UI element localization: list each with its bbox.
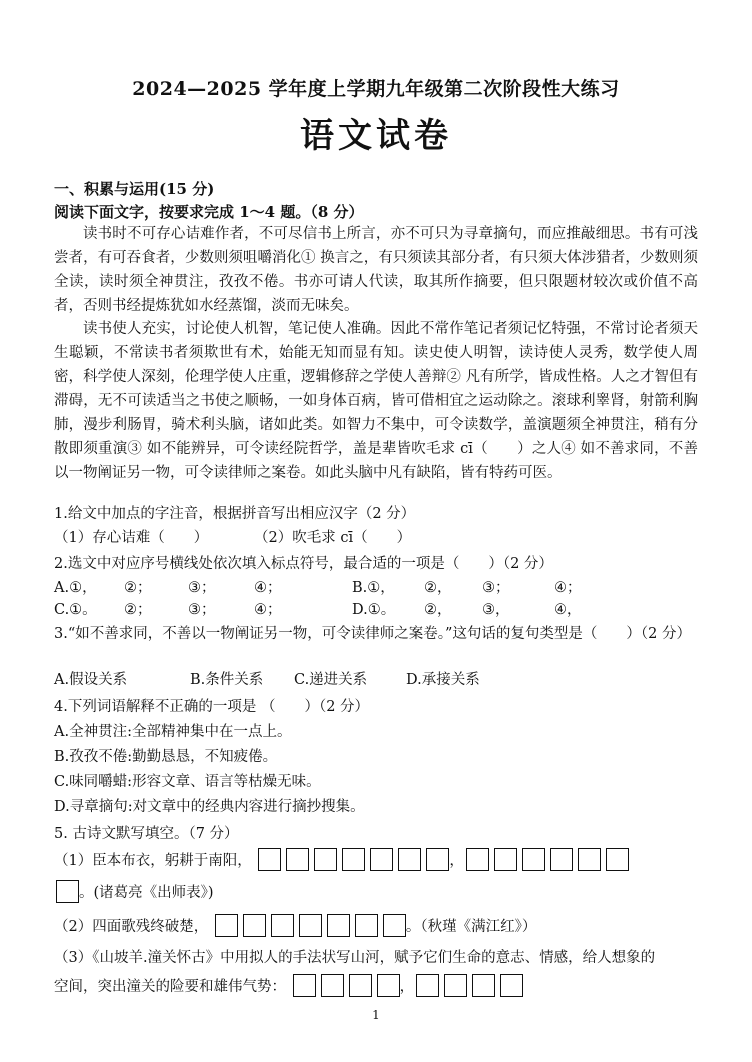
option-a-1: A.①， [54,580,97,596]
q5-item-1-separator: ， [449,853,464,869]
answer-box[interactable] [321,974,344,997]
answer-boxes-1c[interactable] [56,880,79,903]
q5-item-2-source: 。（秋瑾《满江红》） [405,919,537,935]
answer-box[interactable] [355,914,378,937]
passage-paragraph-1: 读书时不可存心诘难作者，不可尽信书上所言，亦不可只为寻章摘句，而应推敲细思。书有可浅尝者，有可吞食者，少数则须咀嚼消化① 换言之，有只须读其部分者，有只须大体涉猎者，少数则须全读，读时须全神贯注，孜孜不倦。书亦可请人代读，取其所作摘要，但只限题材较次或价值不高者，否则书经提炼犹如水经蒸馏，淡而无味矣。 [54,226,698,314]
answer-boxes-3b[interactable] [416,974,523,997]
q5-item-1-prompt: （1）臣本布衣，躬耕于南阳， [54,853,252,869]
option-a-4: ④； [254,580,282,596]
question-2-options-row-1 [54,576,704,600]
question-2-options-row-2 [54,598,704,622]
answer-box[interactable] [377,974,400,997]
question-2: 2.选文中对应序号横线处依次填入标点符号，最合适的一项是（ ）（2 分） [54,556,553,572]
answer-box[interactable] [522,848,545,871]
q5-item-3-prompt: 空间，突出潼关的险要和雄伟气势： [54,979,286,995]
answer-box[interactable] [258,848,281,871]
option-d-4: ④， [554,602,582,618]
option-d-2: ②， [424,602,452,618]
question-1-item-b: （2）吹毛求 cī（ ） [254,530,412,546]
q3-option-b: B.条件关系 [190,672,264,688]
question-1: 1.给文中加点的字注音，根据拼音写出相应汉字（2 分） [54,506,416,522]
q3-option-d: D.承接关系 [406,672,480,688]
answer-box[interactable] [383,914,406,937]
answer-box[interactable] [349,974,372,997]
answer-box[interactable] [606,848,629,871]
option-c-3: ③； [188,602,216,618]
answer-box[interactable] [578,848,601,871]
option-b-1: B.①， [352,580,395,596]
answer-boxes-1b[interactable] [466,848,629,871]
q3-option-c: C.递进关系 [294,672,368,688]
question-3-options [54,668,704,692]
q5-item-3-line-1: （3）《山坡羊.潼关怀古》中用拟人的手法状写山河，赋予它们生命的意志、情感，给人想象的 [54,950,656,966]
answer-box[interactable] [500,974,523,997]
q4-option-a: A.全神贯注:全部精神集中在一点上。 [54,724,292,740]
answer-box[interactable] [494,848,517,871]
option-c-2: ②； [124,602,152,618]
option-c-1: C.①。 [54,602,97,618]
question-1-item-a: （1）存心诘难（ ） [54,530,209,546]
q5-item-3-separator: ， [399,979,415,995]
q4-option-d: D.寻章摘句:对文章中的经典内容进行摘抄搜集。 [54,799,365,815]
answer-box[interactable] [466,848,489,871]
option-d-3: ③， [482,602,510,618]
answer-box[interactable] [342,848,365,871]
option-b-3: ③； [482,580,510,596]
question-3: 3.“如不善求同，不善以一物阐证另一物，可令读律师之案卷。”这句话的复句类型是（ ）（2 分） [54,626,691,642]
option-a-2: ②； [124,580,152,596]
answer-box[interactable] [243,914,266,937]
answer-box[interactable] [293,974,316,997]
answer-box[interactable] [327,914,350,937]
passage-paragraph-2: 读书使人充实，讨论使人机智，笔记使人准确。因此不常作笔记者须记忆特强，不常讨论者须天生聪颖，不常读书者须欺世有术，始能无知而显有知。读史使人明智，读诗使人灵秀，数学使人周密，科学使人深刻，伦理学使人庄重，逻辑修辞之学使人善辩② 凡有所学，皆成性格。人之才智但有滞碍，无不可读适当之书使之顺畅，一如身体百病，皆可借相宜之运动除之。滚球利睾肾，射箭利胸肺，漫步利肠胃，骑术利头脑，诸如此类。如智力不集中，可令读数学，盖演题须全神贯注，稍有分散即须重演③ 如不能辨异，可令读经院哲学，盖是辈皆吹毛求 cī（ ）之人④ 如不善求同，不善以一物阐证另一物，可令读律师之案卷。如此头脑中凡有缺陷，皆有特药可医。 [54,321,698,481]
answer-box[interactable] [314,848,337,871]
subject-title: 语文试卷 [300,116,452,156]
answer-box[interactable] [426,848,449,871]
answer-box[interactable] [271,914,294,937]
question-4: 4.下列词语解释不正确的一项是 （ ）（2 分） [54,699,370,715]
answer-box[interactable] [444,974,467,997]
q4-option-b: B.孜孜不倦:勤勤恳恳，不知疲倦。 [54,749,278,765]
reading-instruction: 阅读下面文字，按要求完成 1～4 题。（8 分） [54,203,364,221]
answer-box[interactable] [299,914,322,937]
exam-title: 2024—2025 学年度上学期九年级第二次阶段性大练习 [132,78,620,100]
q5-item-1-line-2 [54,880,704,905]
answer-boxes-3a[interactable] [293,974,400,997]
q5-item-2 [54,914,704,939]
option-c-4: ④； [254,602,282,618]
q5-item-1-line-1 [54,848,704,873]
answer-boxes-1a[interactable] [258,848,449,871]
page-number: 1 [372,1008,380,1022]
q4-option-c: C.味同嚼蜡:形容文章、语言等枯燥无味。 [54,774,321,790]
option-a-3: ③； [188,580,216,596]
option-b-2: ②， [424,580,452,596]
answer-box[interactable] [550,848,573,871]
answer-box[interactable] [472,974,495,997]
answer-box[interactable] [215,914,238,937]
section-heading: 一、积累与运用(15 分) [54,180,215,198]
answer-box[interactable] [286,848,309,871]
answer-box[interactable] [398,848,421,871]
answer-box[interactable] [370,848,393,871]
option-d-1: D.①。 [352,602,396,618]
question-5: 5. 古诗文默写填空。（7 分） [54,826,239,842]
q3-option-a: A.假设关系 [54,672,128,688]
answer-box[interactable] [56,880,79,903]
q5-item-1-source: 。(诸葛亮《出师表》) [79,885,214,901]
answer-box[interactable] [416,974,439,997]
question-1-items [54,526,704,550]
answer-boxes-2[interactable] [215,914,406,937]
q5-item-2-prompt: （2）四面歌残终破楚， [54,919,209,935]
q5-item-3-line-2 [54,974,704,999]
option-b-4: ④； [554,580,582,596]
